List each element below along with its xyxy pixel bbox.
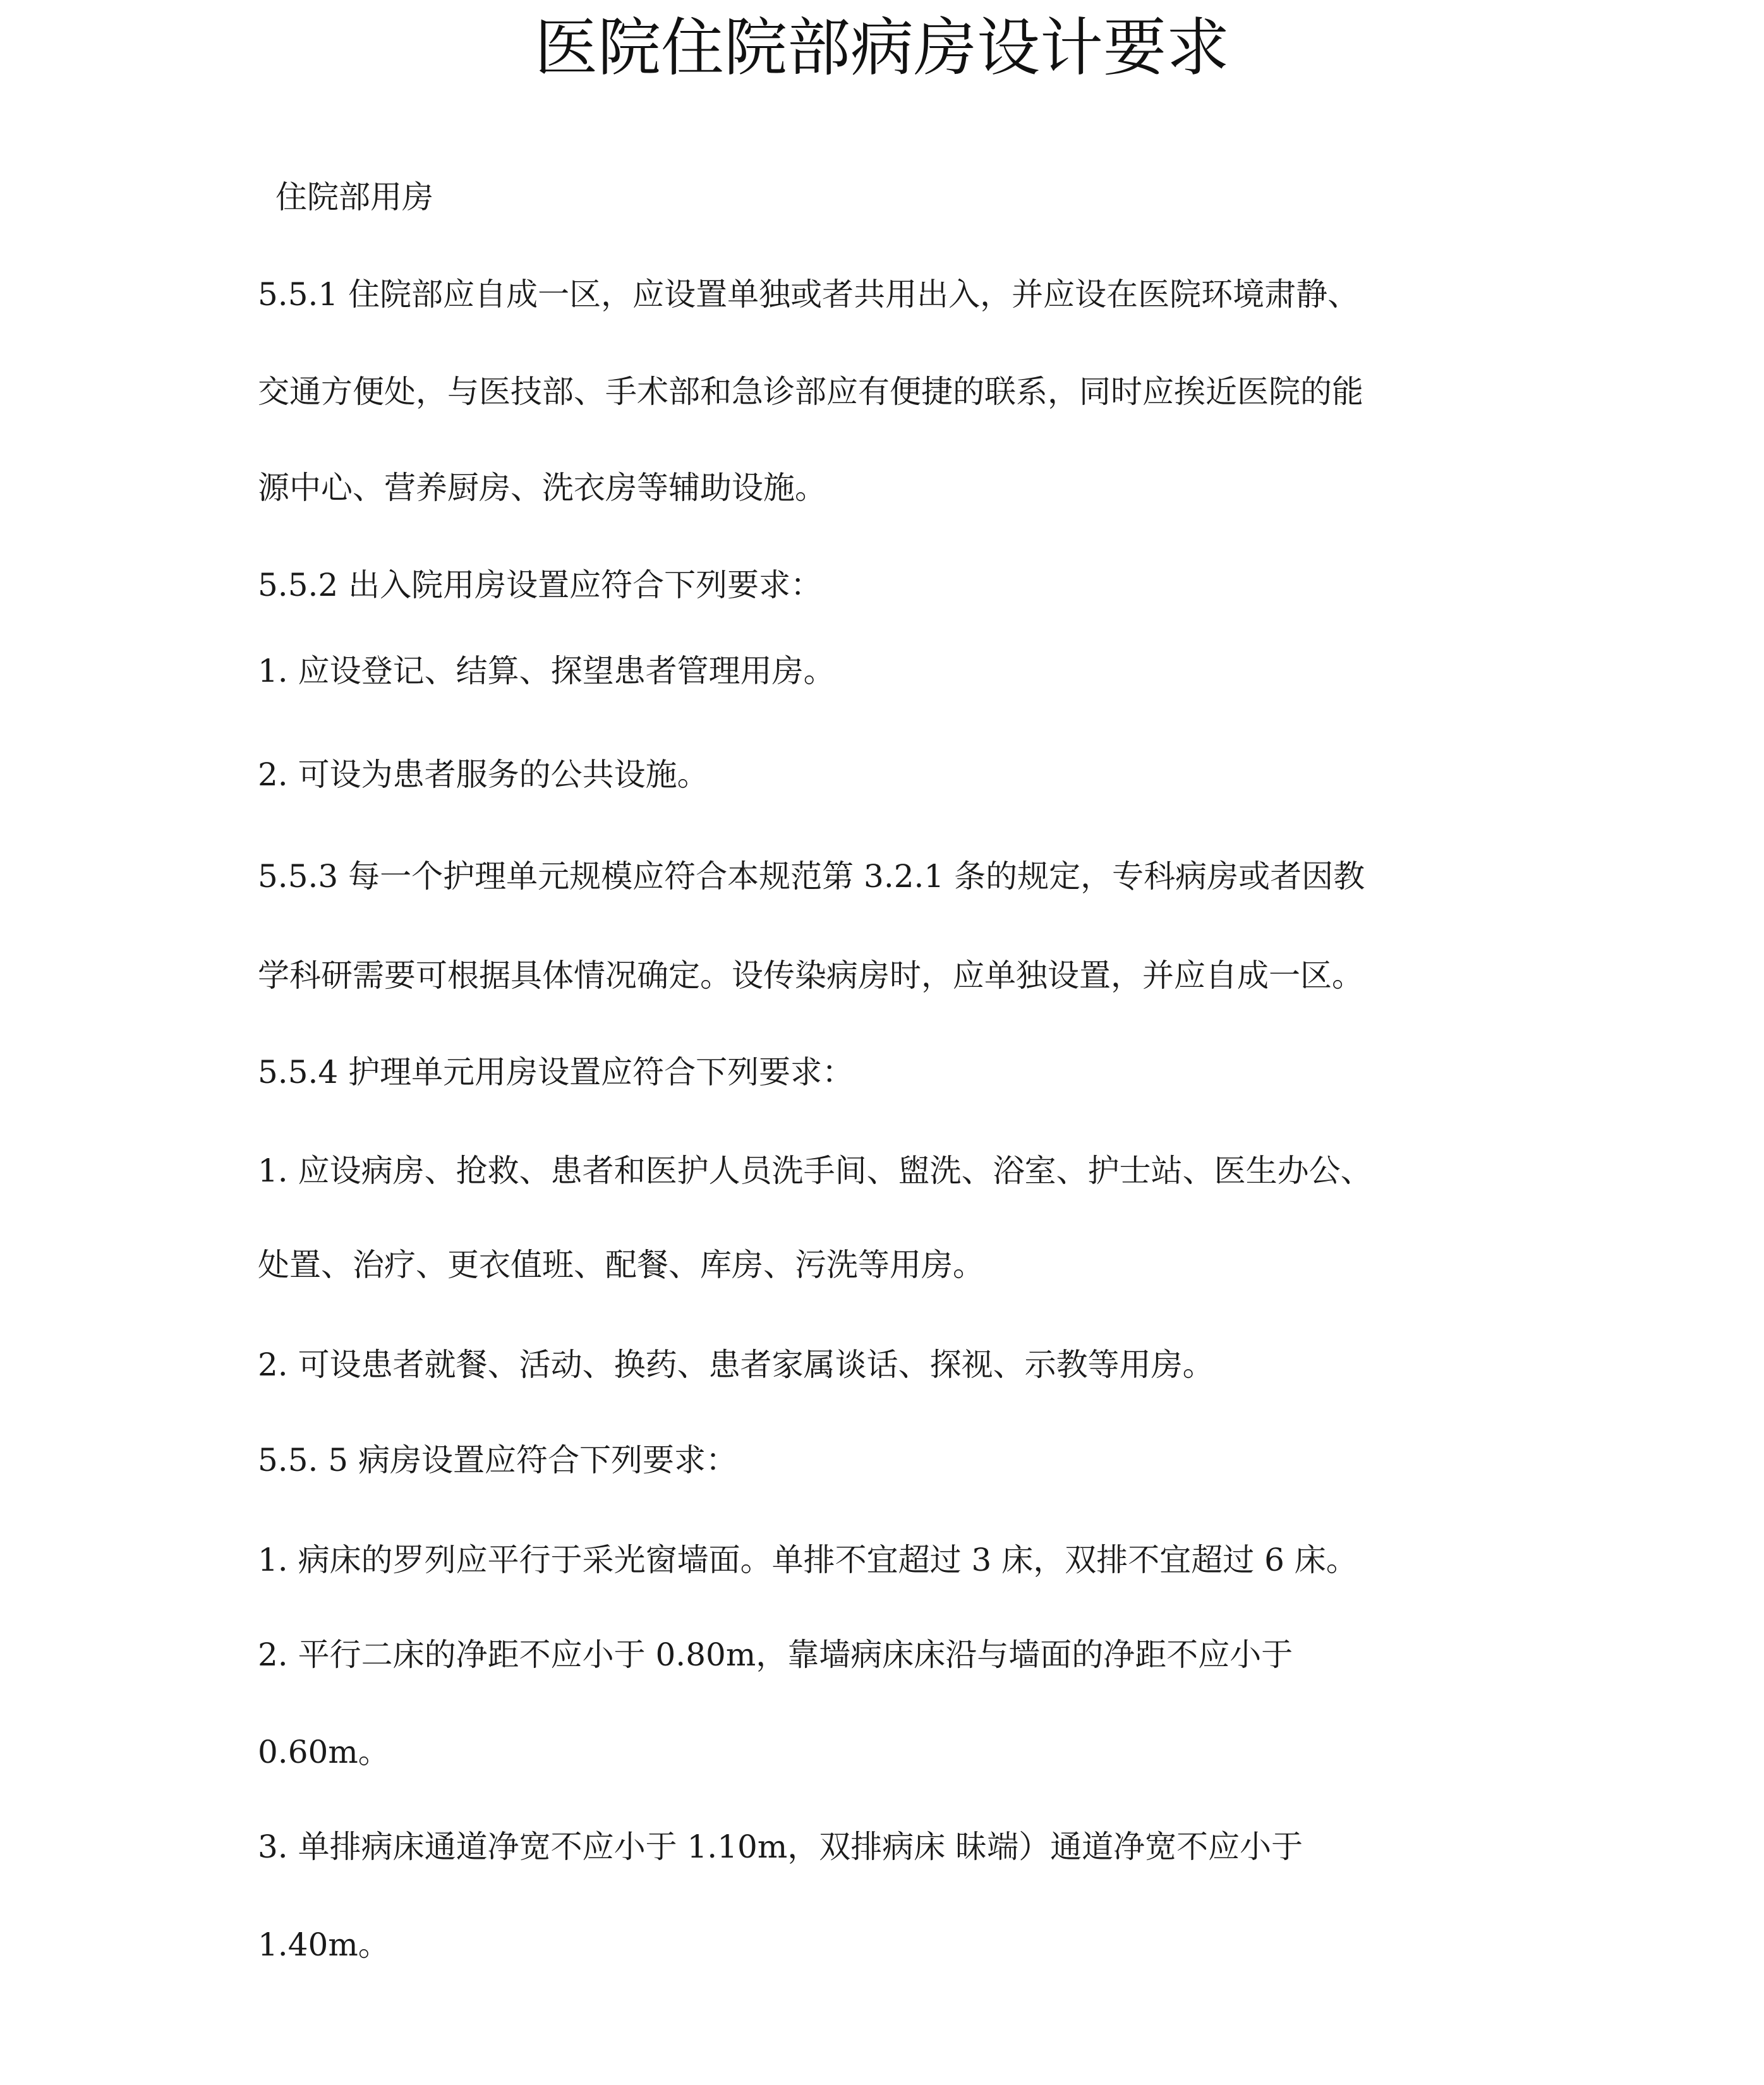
paragraph-line: 5.5.4 护理单元用房设置应符合下列要求： xyxy=(258,1054,854,1091)
list-item: 2. 平行二床的净距不应小于 0.80m，靠墙病床床沿与墙面的净距不应小于 xyxy=(258,1636,1293,1673)
paragraph-line: 交通方便处，与医技部、手术部和急诊部应有便捷的联系，同时应挨近医院的能 xyxy=(258,373,1363,410)
list-item: 3. 单排病床通道净宽不应小于 1.10m，双排病床 昧端）通道净宽不应小于 xyxy=(258,1828,1303,1865)
paragraph-line: 5.5.1 住院部应自成一区，应设置单独或者共用出入，并应设在医院环境肃静、 xyxy=(258,276,1360,313)
list-item: 0.60m。 xyxy=(258,1734,390,1770)
list-item: 1. 应设病房、抢救、患者和医护人员洗手间、盥洗、浴室、护士站、医生办公、 xyxy=(258,1152,1372,1189)
section-heading: 住院部用房 xyxy=(275,179,433,215)
document-title: 医院住院部病房设计要求 xyxy=(535,11,1229,85)
list-item: 2. 可设为患者服务的公共设施。 xyxy=(258,756,709,793)
list-item: 2. 可设患者就餐、活动、换药、患者家属谈话、探视、示教等用房。 xyxy=(258,1346,1214,1383)
paragraph-line: 学科研需要可根据具体情况确定。设传染病房时，应单独设置，并应自成一区。 xyxy=(258,957,1363,994)
list-item: 1. 应设登记、结算、探望患者管理用房。 xyxy=(258,653,835,689)
list-item: 1.40m。 xyxy=(258,1926,390,1963)
paragraph-line: 5.5.3 每一个护理单元规模应符合本规范第 3.2.1 条的规定，专科病房或者因教 xyxy=(258,858,1365,895)
paragraph-line: 5.5. 5 病房设置应符合下列要求： xyxy=(258,1442,738,1478)
paragraph-line: 5.5.2 出入院用房设置应符合下列要求： xyxy=(258,567,823,603)
paragraph-line: 源中心、营养厨房、洗衣房等辅助设施。 xyxy=(258,469,826,506)
list-item: 1. 病床的罗列应平行于采光窗墙面。单排不宜超过 3 床，双排不宜超过 6 床。 xyxy=(258,1542,1358,1578)
list-item: 处置、治疗、更衣值班、配餐、库房、污洗等用房。 xyxy=(258,1247,984,1283)
